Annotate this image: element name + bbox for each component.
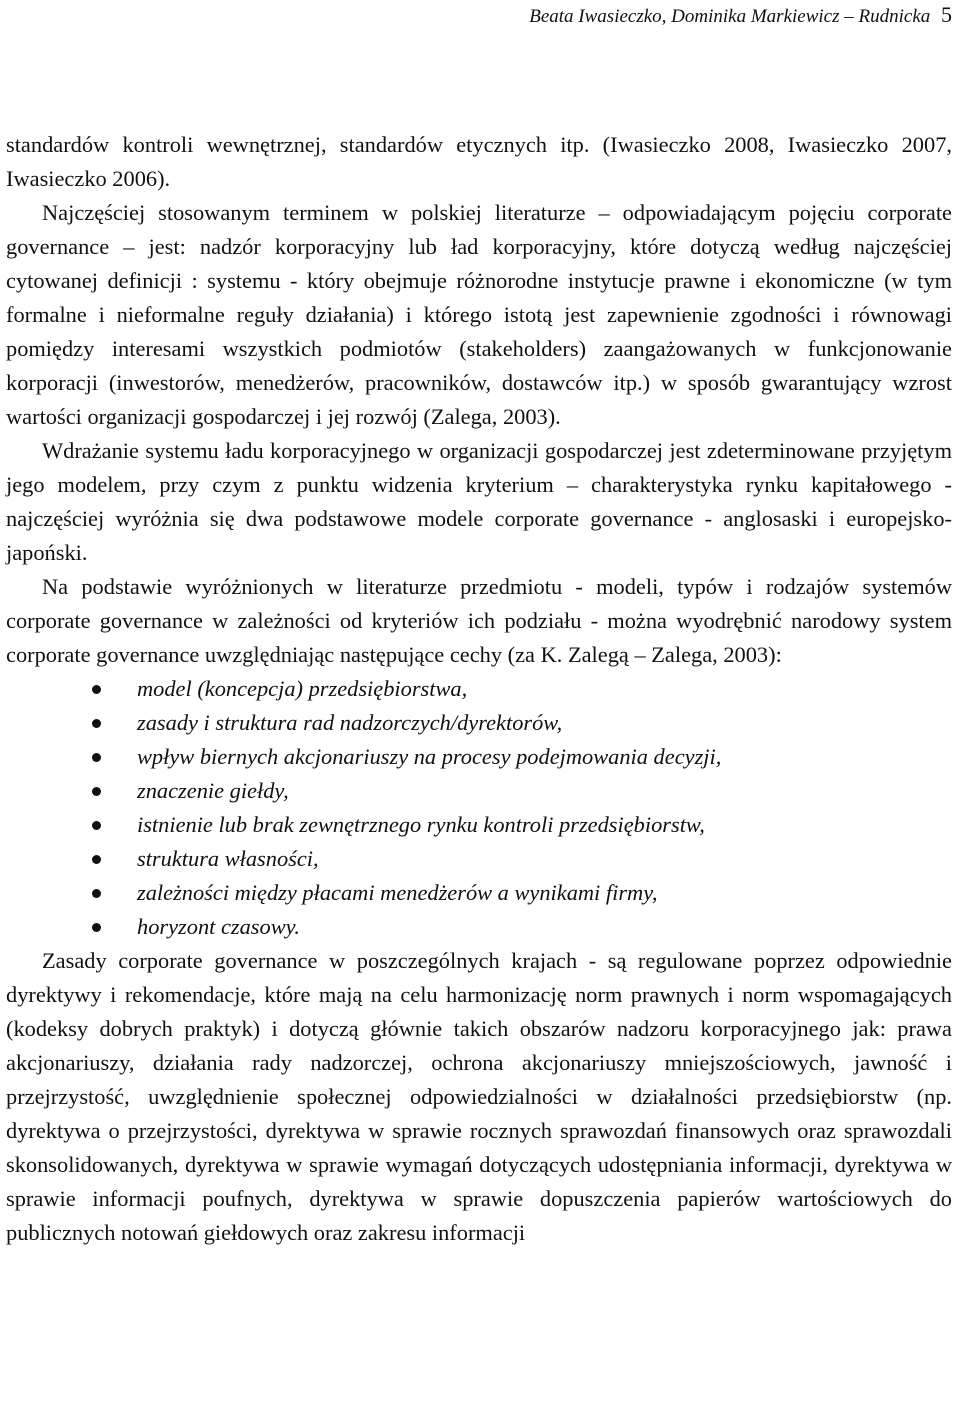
header-authors: Beata Iwasieczko, Dominika Markiewicz – Rudnicka: [529, 6, 931, 27]
paragraph-national-system: Na podstawie wyróżnionych w literaturze przedmiotu - modeli, typów i rodzajów systemów corporate governance w zależności od kryteriów ich podziału - można wyodrębnić narodowy system corporate governance uwzględniając następujące cechy (za K. Zalegą – Zalega, 2003):: [6, 574, 952, 667]
paragraph-definition: Najczęściej stosowanym terminem w polskiej literaturze – odpowiadającym pojęciu corporate governance – jest: nadzór korporacyjny lub ład korporacyjny, które dotyczą według najczęściej cytowanej definicji : systemu - który obejmuje różnorodne instytucje prawne i ekonomiczne (w tym formalne i nieformalne reguły działania) i którego istotą jest zapewnienie zgodności i równowagi pomiędzy interesami wszystkich podmiotów (stakeholders) zaangażowanych w funkcjonowanie korporacji (inwestorów, menedżerów, pracowników, dostawców itp.) w sposób gwarantujący wzrost wartości organizacji gospodarczej i jej rozwój (Zalega, 2003).: [6, 200, 952, 429]
list-item: model (koncepcja) przedsiębiorstwa,: [6, 672, 952, 706]
page-header: [529, 2, 952, 30]
list-item: zasady i struktura rad nadzorczych/dyrektorów,: [6, 706, 952, 740]
paragraph-models: Wdrażanie systemu ładu korporacyjnego w organizacji gospodarczej jest zdeterminowane przyjętym jego modelem, przy czym z punktu widzenia kryterium – charakterystyka rynku kapitałowego - najczęściej wyróżnia się dwa podstawowe modele corporate governance - anglosaski i europejsko-japoński.: [6, 438, 952, 565]
list-item: zależności między płacami menedżerów a wynikami firmy,: [6, 876, 952, 910]
list-item: horyzont czasowy.: [6, 910, 952, 944]
list-item: znaczenie giełdy,: [6, 774, 952, 808]
paragraph-continued: standardów kontroli wewnętrznej, standardów etycznych itp. (Iwasieczko 2008, Iwasieczko 2007, Iwasieczko 2006).: [6, 132, 952, 191]
list-item: struktura własności,: [6, 842, 952, 876]
list-item: istnienie lub brak zewnętrznego rynku kontroli przedsiębiorstw,: [6, 808, 952, 842]
body-text: [6, 128, 952, 1250]
page-number: 5: [941, 2, 952, 27]
paragraph-regulations: Zasady corporate governance w poszczególnych krajach - są regulowane poprzez odpowiednie dyrektywy i rekomendacje, które mają na celu harmonizację norm prawnych i norm wspomagających (kodeksy dobrych praktyk) i dotyczą głównie takich obszarów nadzoru korporacyjnego jak: prawa akcjonariuszy, działania rady nadzorczej, ochrona akcjonariuszy mniejszościowych, jawność i przejrzystość, uwzględnienie społecznej odpowiedzialności w działalności przedsiębiorstw (np. dyrektywa o przejrzystości, dyrektywa w sprawie rocznych sprawozdań finansowych oraz sprawozdali skonsolidowanych, dyrektywa w sprawie wymagań dotyczących udostępniania informacji, dyrektywa w sprawie informacji poufnych, dyrektywa w sprawie dopuszczenia papierów wartościowych do publicznych notowań giełdowych oraz zakresu informacji: [6, 948, 952, 1245]
features-list: [6, 672, 952, 944]
list-item: wpływ biernych akcjonariuszy na procesy podejmowania decyzji,: [6, 740, 952, 774]
